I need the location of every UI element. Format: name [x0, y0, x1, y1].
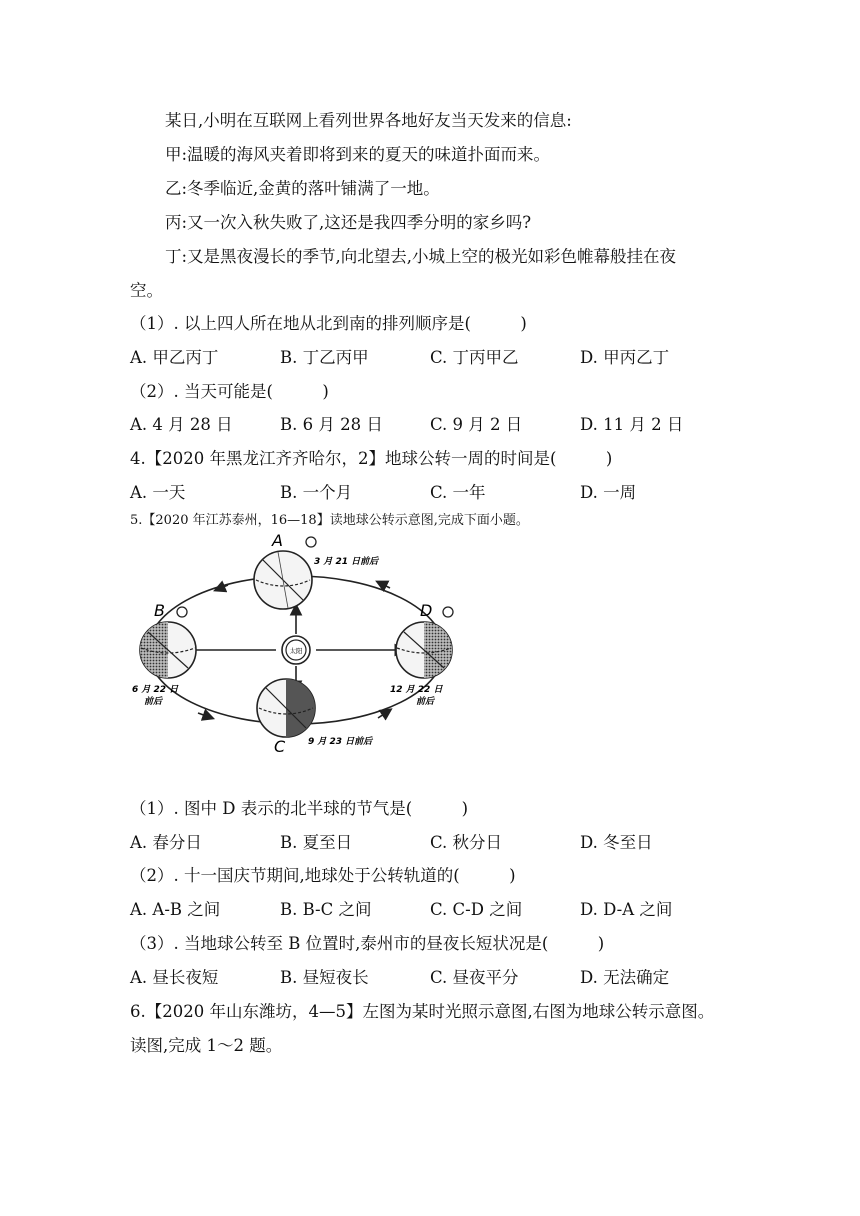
- date-c: 9 月 23 日前后: [308, 737, 373, 747]
- question-5-1-stem: （1）. 图中 D 表示的北半球的节气是( ): [130, 799, 469, 818]
- date-b-line1: 6 月 22 日: [132, 685, 179, 695]
- option-b: B. B-C 之间: [280, 900, 372, 919]
- message-ding-line2: 空。: [130, 281, 163, 300]
- orbit-arrow-icon: [198, 713, 212, 718]
- earth-b-icon: [140, 607, 196, 678]
- question-4-stem: 4.【2020 年黑龙江齐齐哈尔，2】地球公转一周的时间是( ): [130, 449, 613, 468]
- option-b: B. 一个月: [280, 483, 353, 502]
- message-bing: 丙:又一次入秋失败了,这还是我四季分明的家乡吗?: [165, 213, 532, 232]
- question-4-options: [130, 482, 830, 504]
- option-d: D. 冬至日: [580, 833, 653, 852]
- question-6-line2: 读图,完成 1～2 题。: [130, 1036, 283, 1055]
- date-b-line2: 前后: [144, 697, 163, 707]
- question-5-1-options: [130, 832, 830, 854]
- option-a: A. 昼长夜短: [130, 968, 219, 987]
- question-1-options: [130, 347, 830, 369]
- option-b: B. 昼短夜长: [280, 968, 369, 987]
- message-ding-line1: 丁:又是黑夜漫长的季节,向北望去,小城上空的极光如彩色帷幕般挂在夜: [165, 247, 677, 266]
- question-5-3-stem: （3）. 当地球公转至 B 位置时,泰州市的昼夜长短状况是( ): [130, 934, 605, 953]
- date-d-line2: 前后: [416, 697, 435, 707]
- date-a: 3 月 21 日前后: [314, 557, 379, 567]
- option-c: C. 秋分日: [430, 833, 503, 852]
- sun-label: 太阳: [289, 647, 303, 655]
- option-b: B. 6 月 28 日: [280, 415, 383, 434]
- question-5-title: 5.【2020 年江苏泰州，16—18】读地球公转示意图,完成下面小题。: [130, 513, 529, 528]
- label-b: B: [154, 601, 165, 620]
- label-d: D: [420, 601, 433, 620]
- message-jia: 甲:温暖的海风夹着即将到来的夏天的味道扑面而来。: [165, 145, 551, 164]
- message-yi: 乙:冬季临近,金黄的落叶铺满了一地。: [165, 179, 440, 198]
- option-c: C. 丁丙甲乙: [430, 348, 519, 367]
- date-d-line1: 12 月 22 日: [390, 685, 443, 695]
- option-d: D. 无法确定: [580, 968, 670, 987]
- option-d: D. 11 月 2 日: [580, 415, 684, 434]
- question-1-stem: （1）. 以上四人所在地从北到南的排列顺序是( ): [130, 314, 527, 333]
- option-d: D. 一周: [580, 483, 637, 502]
- earth-a-icon: [254, 537, 316, 609]
- option-a: A. 甲乙丙丁: [130, 348, 219, 367]
- option-c: C. 9 月 2 日: [430, 415, 523, 434]
- question-6-line1: 6.【2020 年山东潍坊，4—5】左图为某时光照示意图,右图为地球公转示意图。: [130, 1002, 715, 1021]
- option-d: D. 甲丙乙丁: [580, 348, 670, 367]
- option-c: C. 昼夜平分: [430, 968, 519, 987]
- option-a: A. 春分日: [130, 833, 202, 852]
- question-5-2-stem: （2）. 十一国庆节期间,地球处于公转轨道的( ): [130, 866, 516, 885]
- question-5-3-options: [130, 967, 830, 989]
- earth-revolution-diagram: [128, 530, 464, 756]
- earth-c-icon: [257, 679, 315, 737]
- question-2-stem: （2）. 当天可能是( ): [130, 382, 329, 401]
- label-c: C: [274, 737, 286, 756]
- option-c: C. 一年: [430, 483, 486, 502]
- option-c: C. C-D 之间: [430, 900, 523, 919]
- option-a: A. 一天: [130, 483, 186, 502]
- question-2-options: [130, 414, 830, 436]
- option-d: D. D-A 之间: [580, 900, 673, 919]
- sun-icon: [282, 636, 310, 664]
- label-a: A: [272, 531, 283, 550]
- orbit-arrow-icon: [378, 582, 390, 588]
- option-a: A. A-B 之间: [130, 900, 221, 919]
- question-5-2-options: [130, 899, 830, 921]
- option-a: A. 4 月 28 日: [130, 415, 233, 434]
- option-b: B. 夏至日: [280, 833, 353, 852]
- intro-text: 某日,小明在互联网上看列世界各地好友当天发来的信息:: [165, 111, 572, 130]
- option-b: B. 丁乙丙甲: [280, 348, 369, 367]
